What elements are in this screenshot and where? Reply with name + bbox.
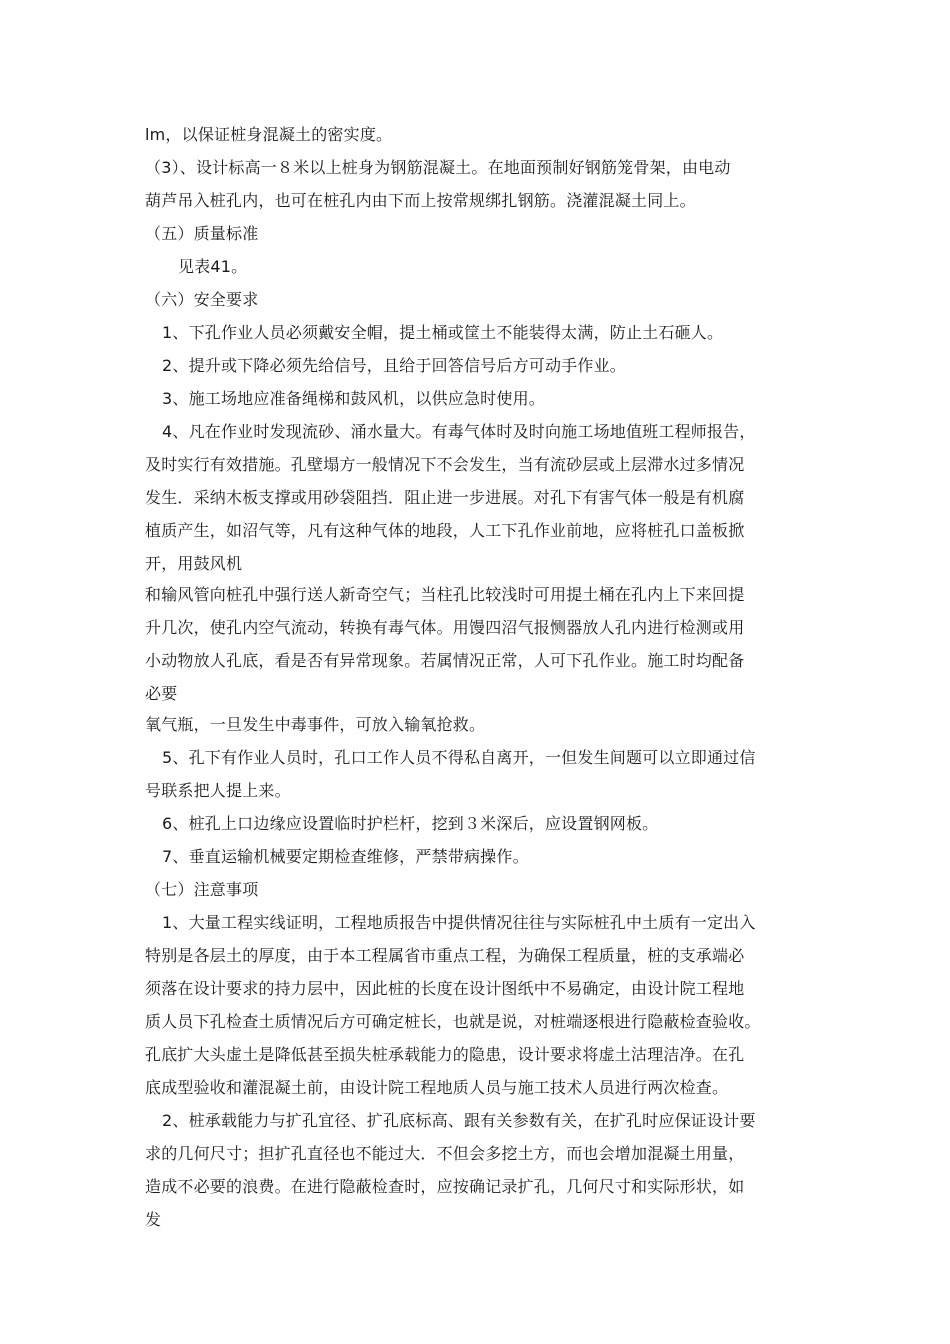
text-line: 孔底扩大头虚土是降低甚至损失桩承载能力的隐患，设计要求将虚土沽理洁净。在孔 — [145, 1045, 745, 1064]
text-line: 2、提升或下降必须先给信号，且给于回答信号后方可动手作业。 — [162, 356, 626, 375]
text-line: 底成型验收和灌混凝土前，由设计院工程地质人员与施工技术人员进行两次检查。 — [145, 1078, 729, 1097]
text-line: 小动物放人孔底，看是否有异常现象。若属情况正常，人可下孔作业。施工时均配备 — [145, 651, 745, 670]
text-line: 3、施工场地应准备绳梯和鼓风机，以供应急时使用。 — [162, 389, 545, 408]
text-line: lm，以保证桩身混凝土的密实度。 — [145, 125, 393, 144]
text-line: 及时实行有效措施。孔壁塌方一般情况下不会发生，当有流砂层或上层滞水过多情况 — [145, 455, 745, 474]
text-line: 4、凡在作业时发现流砂、涌水量大。有毒气体时及时向施工场地值班工程师报告， — [162, 422, 756, 441]
text-line: 开，用鼓风机 — [145, 554, 243, 573]
text-line: 发 — [145, 1210, 162, 1229]
section-heading: （七）注意事项 — [145, 880, 259, 899]
text-line: 7、垂直运输机械要定期检查维修，严禁带病操作。 — [162, 847, 529, 866]
text-line: 葫芦吊入桩孔内，也可在桩孔内由下而上按常规绑扎钢筋。浇灌混凝土同上。 — [145, 191, 696, 210]
text-line: 必要 — [145, 684, 178, 703]
text-line: 发生．采纳木板支撑或用砂袋阻挡．阻止进一步进展。对孔下有害气体一般是有机腐 — [145, 488, 745, 507]
text-line: 特别是各层土的厚度，由于本工程属省市重点工程，为确保工程质量，桩的支承端必 — [145, 946, 745, 965]
text-line: 号联系把人提上来。 — [145, 781, 291, 800]
text-line: 须落在设计要求的持力层中，因此桩的长度在设计图纸中不易确定，由设计院工程地 — [145, 979, 745, 998]
text-line: 造成不必要的浪费。在进行隐蔽检查时，应按确记录扩孔，几何尺寸和实际形状，如 — [145, 1177, 745, 1196]
text-line: 升几次，使孔内空气流动，转换有毒气体。用馒四沼气报恻器放人孔内进行检测或用 — [145, 618, 745, 637]
text-line: （3）、设计标高一８米以上桩身为钢筋混凝土。在地面预制好钢筋笼骨架，由电动 — [145, 158, 731, 177]
text-line: 求的几何尺寸；担扩孔直径也不能过大．不但会多挖土方，而也会增加混凝土用量， — [145, 1144, 745, 1163]
text-line: 和输风管向桩孔中强行送人新奇空气；当柱孔比较浅时可用提土桶在孔内上下来回提 — [145, 585, 745, 604]
text-line: 见表41。 — [178, 257, 248, 276]
text-line: 1、下孔作业人员必须戴安全帽，提土桶或筐土不能装得太满，防止土石砸人。 — [162, 323, 724, 342]
section-heading: （五）质量标准 — [145, 224, 259, 243]
section-heading: （六）安全要求 — [145, 290, 259, 309]
text-line: 5、孔下有作业人员时，孔口工作人员不得私自离开，一但发生间题可以立即通过信 — [162, 748, 756, 767]
text-line: 1、大量工程实线证明，工程地质报告中提供情况往往与实际桩孔中土质有一定出入 — [162, 913, 756, 932]
text-line: 氧气瓶，一旦发生中毒事件，可放入输氧抢救。 — [145, 715, 486, 734]
text-line: 6、桩孔上口边缘应设置临时护栏杆，挖到３米深后，应设置钢网板。 — [162, 814, 659, 833]
text-line: 植质产生，如沼气等，凡有这种气体的地段，人工下孔作业前地，应将桩孔口盖板掀 — [145, 521, 745, 540]
text-line: 质人员下孔检查土质情况后方可确定桩长，也就是说，对桩端逐根进行隐蔽检查验收。 — [145, 1012, 761, 1031]
text-line: 2、桩承载能力与扩孔宜径、扩孔底标高、跟有关参数有关，在扩孔时应保证设计要 — [162, 1111, 756, 1130]
